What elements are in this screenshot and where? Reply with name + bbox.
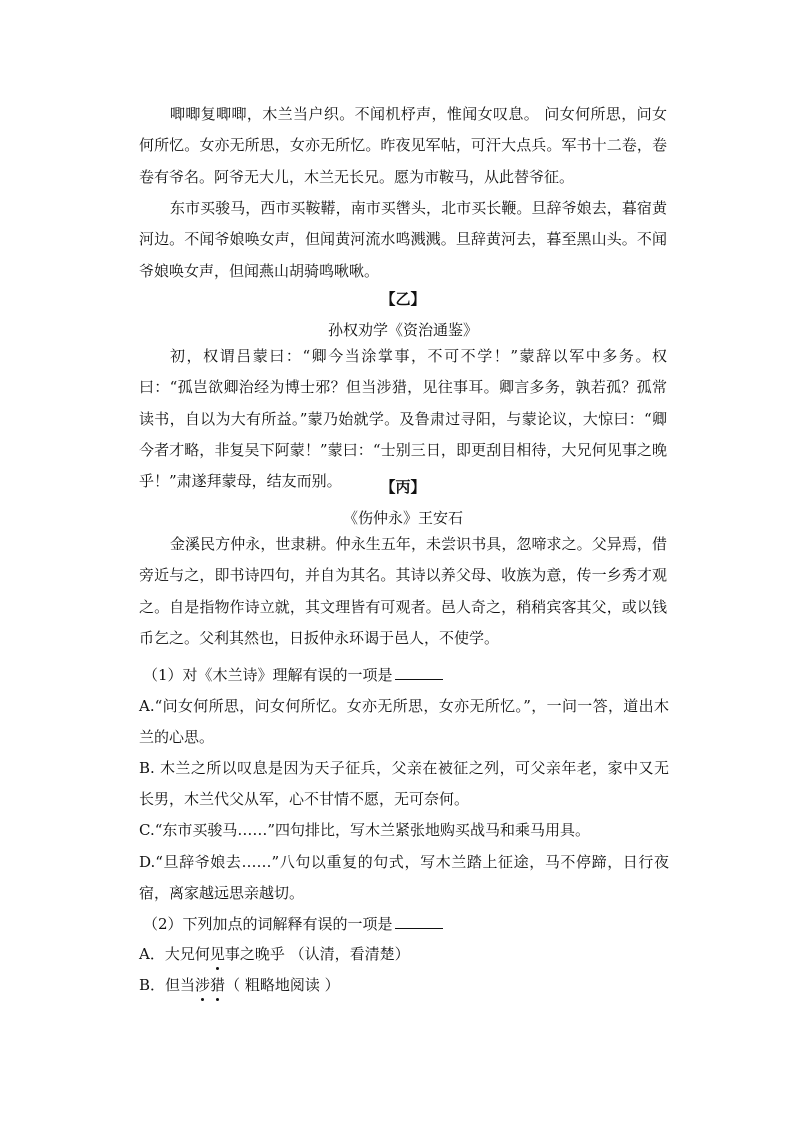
- emphasis-dotted-char: 见: [209, 945, 225, 963]
- question-1-option-c: C.“东市买骏马……”四句排比，写木兰紧张地购买战马和乘马用具。: [139, 821, 591, 839]
- emphasis-dotted-char: 猎: [210, 976, 226, 994]
- bing-paragraph: 金溪民方仲永，世隶耕。仲永生五年，未尝识书具，忽啼求之。父异焉，借旁近与之，即书诗四句，并自为其名。其诗以养父母、收族为意，传一乡秀才观之。自是指物作诗立就，其文理皆有可观者。邑人奇之，稍稍宾客其父，或以钱币乞之。父利其然也，日扳仲永环谒于邑人，不使学。: [139, 535, 667, 647]
- option-b-prefix: B．但当: [139, 976, 196, 994]
- yi-label: 【乙】: [380, 290, 426, 308]
- question-1-stem: [143, 665, 673, 685]
- bing-title: 《伤仲永》王安石: [342, 509, 463, 527]
- yi-title: 孙权劝学《资治通鉴》: [327, 321, 478, 339]
- question-2-text: （2）下列加点的词解释有误的一项是: [143, 915, 393, 933]
- bing-label: 【丙】: [380, 478, 426, 496]
- jia-paragraph-2: 东市买骏马，西市买鞍鞯，南市买辔头，北市买长鞭。旦辞爷娘去，暮宿黄河边。不闻爷娘唤女声，但闻黄河流水鸣溅溅。旦辞黄河去，暮至黑山头。不闻爷娘唤女声，但闻燕山胡骑鸣啾啾。: [139, 199, 667, 280]
- question-2-stem: [143, 914, 673, 934]
- yi-paragraph: 初，权谓吕蒙曰：“卿今当涂掌事，不可不学！”蒙辞以军中多务。权曰：“孤岂欲卿治经为博士邪？但当涉猎，见往事耳。卿言多务，孰若孤？孤常读书，自以为大有所益。”蒙乃始就学。及鲁肃过寻阳，与蒙论议，大惊曰：“卿今者才略，非复吴下阿蒙！”蒙曰：“士别三日，即更刮目相待，大兄何见事之晚乎！”肃遂拜蒙母，结友而别。: [139, 347, 667, 491]
- option-a-suffix: 事之晚乎 （认清，看清楚）: [224, 945, 410, 963]
- emphasis-dotted-char: 涉: [195, 976, 211, 994]
- answer-blank: [395, 665, 443, 680]
- option-b-suffix: （ 粗略地阅读 ）: [225, 976, 340, 994]
- question-2-option-b: [139, 975, 669, 995]
- question-2-option-a: [139, 944, 669, 964]
- question-1-option-a: A.“问女何所思，问女何所忆。女亦无所思，女亦无所忆。”，一问一答，道出木兰的心思。: [139, 697, 669, 746]
- option-a-prefix: A．大兄何: [139, 945, 210, 963]
- question-1-text: （1）对《木兰诗》理解有误的一项是: [143, 666, 393, 684]
- answer-blank: [395, 914, 443, 929]
- question-1-option-d: D.“旦辞爷娘去……”八句以重复的句式，写木兰踏上征途，马不停蹄，日行夜宿，离家越远思亲越切。: [139, 853, 669, 902]
- question-1-option-b: B. 木兰之所以叹息是因为天子征兵，父亲在被征之列，可父亲年老，家中又无长男，木兰代父从军，心不甘情不愿，无可奈何。: [139, 759, 669, 808]
- jia-paragraph-1: 唧唧复唧唧，木兰当户织。不闻机杼声，惟闻女叹息。 问女何所思，问女何所忆。女亦无所思，女亦无所忆。昨夜见军帖，可汗大点兵。军书十二卷，卷卷有爷名。阿爷无大儿，木兰无长兄。愿为市鞍马，从此替爷征。: [139, 105, 667, 186]
